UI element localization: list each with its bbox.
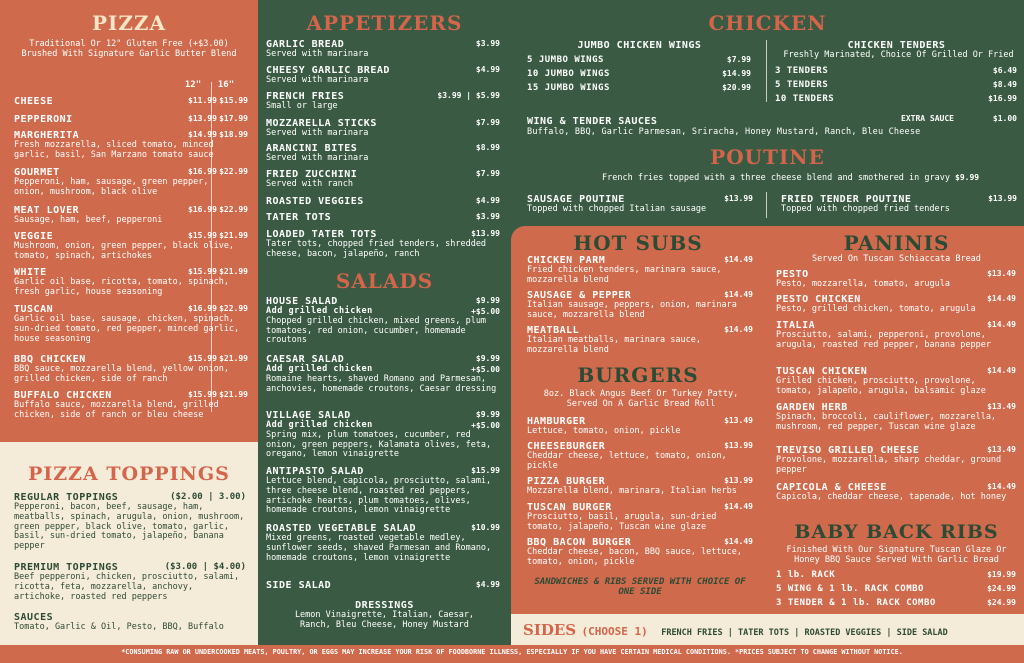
appetizer-desc: Served with marinara bbox=[266, 49, 369, 60]
poutine-item: FRIED TENDER POUTINE $13.99 Topped with chopped fried tenders bbox=[781, 194, 1017, 215]
pizza-item-prices bbox=[188, 354, 248, 363]
ribs-title: BABY BACK RIBS bbox=[794, 521, 999, 543]
sides-bar bbox=[511, 614, 1024, 645]
poutine-desc: French fries topped with a three cheese blend and smothered in gravy bbox=[602, 173, 950, 183]
burger-name: PIZZA BURGER bbox=[527, 476, 606, 487]
pizza-title: PIZZA bbox=[91, 11, 167, 35]
pizza-item bbox=[14, 205, 248, 226]
pizza-item-prices bbox=[188, 231, 248, 240]
appetizer-name: MOZZARELLA STICKS bbox=[266, 118, 377, 129]
sides-choose: (CHOOSE 1) bbox=[581, 625, 648, 638]
regular-toppings bbox=[14, 492, 246, 552]
salad-name: VILLAGE SALAD bbox=[266, 410, 351, 421]
pizza-item-prices bbox=[188, 390, 248, 399]
hotsub-desc: Fried chicken tenders, marinara sauce, mozzarella blend bbox=[527, 265, 722, 286]
tenders-title: CHICKEN TENDERS bbox=[847, 40, 946, 51]
burger-name: TUSCAN BURGER bbox=[527, 502, 612, 513]
appetizer-desc: Served with ranch bbox=[266, 179, 353, 190]
footer bbox=[0, 645, 1024, 663]
hotsubs-title: HOT SUBS bbox=[573, 231, 703, 255]
panini-desc: Grilled chicken, prosciutto, provolone, tomato, jalapeño, arugula, balsamic glaze bbox=[776, 376, 986, 397]
pizza-item-name: PEPPERONI bbox=[14, 114, 73, 125]
pizza-item-prices bbox=[188, 304, 248, 313]
rib-item bbox=[776, 598, 1016, 608]
salad-name: SIDE SALAD bbox=[266, 580, 332, 591]
hotsub-item bbox=[527, 325, 753, 356]
hotsub-name: MEATBALL bbox=[527, 325, 580, 336]
panini-item bbox=[776, 320, 1016, 351]
pizza-item-prices bbox=[188, 205, 248, 214]
pizza-item bbox=[14, 130, 248, 161]
pizza-item bbox=[14, 114, 248, 125]
price-16: $22.99 bbox=[219, 304, 248, 313]
panini-name: GARDEN HERB bbox=[776, 402, 848, 413]
wing-item bbox=[527, 69, 751, 79]
appetizer-item bbox=[266, 212, 500, 223]
pizza-item-desc: Mushroom, onion, green pepper, black olive, tomato, spinach, artichokes bbox=[14, 241, 235, 262]
price-12: $16.99 bbox=[188, 167, 217, 176]
appetizer-desc: Served with marinara bbox=[266, 75, 369, 86]
paninis-title: PANINIS bbox=[843, 231, 950, 255]
burger-desc: Cheddar cheese, lettuce, tomato, onion, pickle bbox=[527, 451, 727, 472]
price-12: $15.99 bbox=[188, 354, 217, 363]
tender-price: $6.49 bbox=[992, 66, 1017, 75]
toppings-panel bbox=[0, 442, 258, 645]
hotsub-item bbox=[527, 255, 753, 286]
hotsub-desc: Italian sausage, peppers, onion, marinara sauce, mozzarella blend bbox=[527, 300, 737, 321]
tender-name: 3 TENDERS bbox=[775, 66, 829, 76]
burger-price: $13.49 bbox=[724, 416, 753, 425]
appetizer-price: $3.99 bbox=[475, 39, 500, 48]
premium-toppings-name: PREMIUM TOPPINGS bbox=[14, 562, 119, 573]
price-16: $21.99 bbox=[219, 231, 248, 240]
panini-item bbox=[776, 445, 1016, 476]
salad-add-price: +$5.00 bbox=[471, 421, 500, 430]
appetizer-name: CHEESY GARLIC BREAD bbox=[266, 65, 390, 76]
pizza-item-desc: Buffalo sauce, mozzarella blend, grilled chicken, side of ranch or bleu cheese bbox=[14, 400, 219, 421]
panini-price: $14.49 bbox=[987, 294, 1016, 303]
rib-name: 3 TENDER & 1 lb. RACK COMBO bbox=[776, 598, 936, 608]
paninis-subtitle: Served On Tuscan Schiaccata Bread bbox=[812, 254, 981, 264]
burger-desc: Cheddar cheese, bacon, BBQ sauce, lettuce, tomato, onion, pickle bbox=[527, 547, 742, 568]
pizza-subtitle: Traditional Or 12" Gluten Free (+$3.00) Brushed With Signature Garlic Butter Blend bbox=[21, 39, 237, 59]
panini-price: $14.49 bbox=[987, 482, 1016, 491]
wing-price: $20.99 bbox=[722, 83, 751, 92]
panini-item bbox=[776, 482, 1016, 503]
footer-disclaimer: *CONSUMING RAW OR UNDERCOOKED MEATS, POULTRY, OR EGGS MAY INCREASE YOUR RISK OF FOODBORNE ILLNESS, ESPECIALLY IF YOU HAVE CERTAIN MEDICAL CONDITIONS. *PRICES SUBJECT TO CHANGE WITHOUT NOTICE. bbox=[121, 648, 903, 656]
price-12: $13.99 bbox=[188, 114, 217, 123]
panini-desc: Spinach, broccoli, cauliflower, mozzarella, mushroom, red pepper, Tuscan wine glaze bbox=[776, 412, 997, 433]
panini-item bbox=[776, 402, 1016, 433]
appetizer-desc: Served with marinara bbox=[266, 153, 369, 164]
premium-toppings-desc: Beef pepperoni, chicken, prosciutto, salami, ricotta, feta, mozzarella, anchovy, artichoke, roasted red peppers bbox=[14, 572, 240, 602]
pizza-item-name: MARGHERITA bbox=[14, 130, 80, 141]
pizza-item-desc: Pepperoni, ham, sausage, green pepper, onion, mushroom, black olive bbox=[14, 177, 209, 198]
panini-item bbox=[776, 294, 1016, 315]
premium-toppings-price: ($3.00 | $4.00) bbox=[164, 562, 246, 572]
pizza-item bbox=[14, 231, 248, 262]
tender-item bbox=[775, 66, 1017, 76]
burger-item bbox=[527, 502, 753, 533]
hotsub-name: SAUSAGE & PEPPER bbox=[527, 290, 632, 301]
salad-price: $10.99 bbox=[471, 523, 500, 532]
appetizer-item bbox=[266, 196, 500, 207]
salad-item bbox=[266, 296, 500, 346]
burgers-title: BURGERS bbox=[577, 363, 699, 387]
hotsub-desc: Italian meatballs, marinara sauce, mozzarella blend bbox=[527, 335, 701, 356]
dressings-title: DRESSINGS bbox=[355, 600, 414, 611]
salad-item bbox=[266, 466, 500, 516]
appetizer-price: $3.99 bbox=[475, 212, 500, 221]
salad-desc: Romaine hearts, shaved Romano and Parmesan, anchovies, homemade croutons, Caesar dressing bbox=[266, 374, 497, 394]
price-16: $21.99 bbox=[219, 390, 248, 399]
price-12: $11.99 bbox=[188, 96, 217, 105]
salad-add-price: +$5.00 bbox=[471, 365, 500, 374]
appetizer-desc: Tater tots, chopped fried tenders, shredded cheese, bacon, jalapeño, ranch bbox=[266, 239, 487, 260]
sauces bbox=[14, 612, 246, 633]
price-12: $15.99 bbox=[188, 390, 217, 399]
poutine-price: $9.99 bbox=[955, 173, 980, 182]
pizza-item-prices bbox=[188, 96, 248, 105]
price-12: $14.99 bbox=[188, 130, 217, 139]
price-12: $15.99 bbox=[188, 267, 217, 276]
salad-desc: Mixed greens, roasted vegetable medley, sunflower seeds, shaved Parmesan and Romano, homemade croutons, lemon vinaigrette bbox=[266, 533, 492, 563]
appetizer-name: FRIED ZUCCHINI bbox=[266, 169, 358, 180]
salad-item bbox=[266, 354, 500, 394]
pizza-item bbox=[14, 267, 248, 298]
tender-price: $16.99 bbox=[988, 94, 1017, 103]
salad-name: CAESAR SALAD bbox=[266, 354, 345, 365]
sides-list: FRENCH FRIES | TATER TOTS | ROASTED VEGGIES | SIDE SALAD bbox=[661, 628, 948, 638]
salad-add: Add grilled chicken bbox=[266, 420, 373, 431]
burger-price: $13.99 bbox=[724, 441, 753, 450]
appetizer-price: $13.99 bbox=[471, 229, 500, 238]
regular-toppings-name: REGULAR TOPPINGS bbox=[14, 492, 119, 503]
appetizer-item bbox=[266, 118, 500, 139]
pizza-item-desc: Sausage, ham, beef, pepperoni bbox=[14, 215, 163, 226]
salad-price: $9.99 bbox=[475, 410, 500, 419]
rib-price: $24.99 bbox=[987, 598, 1016, 607]
burger-price: $13.99 bbox=[724, 476, 753, 485]
price-16: $18.99 bbox=[219, 130, 248, 139]
pizza-item-name: BUFFALO CHICKEN bbox=[14, 390, 112, 401]
wings-title: JUMBO CHICKEN WINGS bbox=[577, 40, 702, 51]
rib-item bbox=[776, 584, 1016, 594]
burger-item bbox=[527, 476, 753, 497]
wing-item bbox=[527, 55, 751, 65]
tender-price: $8.49 bbox=[992, 80, 1017, 89]
appetizer-desc: Served with marinara bbox=[266, 128, 369, 139]
salad-price: $9.99 bbox=[475, 296, 500, 305]
burger-desc: Prosciutto, basil, arugula, sun-dried tomato, jalapeño, Tuscan wine glaze bbox=[527, 512, 717, 533]
panini-name: TUSCAN CHICKEN bbox=[776, 366, 868, 377]
panini-price: $13.49 bbox=[987, 445, 1016, 454]
panini-desc: Prosciutto, salami, pepperoni, provolone, arugula, roasted red pepper, banana pepper bbox=[776, 330, 991, 351]
rib-price: $19.99 bbox=[987, 570, 1016, 579]
price-16: $22.99 bbox=[219, 205, 248, 214]
pizza-item bbox=[14, 167, 248, 198]
panini-price: $14.49 bbox=[987, 320, 1016, 329]
sauces-name: SAUCES bbox=[14, 612, 54, 623]
sauces-desc: Tomato, Garlic & Oil, Pesto, BBQ, Buffalo bbox=[14, 622, 224, 633]
appetizer-item bbox=[266, 143, 500, 164]
hotsub-price: $14.49 bbox=[724, 325, 753, 334]
pizza-item-desc: Fresh mozzarella, sliced tomato, minced garlic, basil, San Marzano tomato sauce bbox=[14, 140, 214, 161]
wing-price: $7.99 bbox=[726, 55, 751, 64]
pizza-item-desc: BBQ sauce, mozzarella blend, yellow onion, grilled chicken, side of ranch bbox=[14, 364, 229, 385]
salad-item bbox=[266, 523, 500, 563]
dressings bbox=[258, 600, 511, 631]
pizza-item-name: WHITE bbox=[14, 267, 47, 278]
price-16: $15.99 bbox=[219, 96, 248, 105]
panini-name: PESTO CHICKEN bbox=[776, 294, 861, 305]
panini-desc: Provolone, mozzarella, sharp cheddar, ground pepper bbox=[776, 455, 1002, 476]
tender-item bbox=[775, 94, 1017, 104]
salad-price: $15.99 bbox=[471, 466, 500, 475]
salad-item bbox=[266, 410, 500, 460]
poutine-title: POUTINE bbox=[710, 145, 825, 169]
appetizer-price: $8.99 bbox=[475, 143, 500, 152]
salad-price: $4.99 bbox=[475, 580, 500, 589]
hotsub-name: CHICKEN PARM bbox=[527, 255, 606, 266]
pizza-item-name: BBQ CHICKEN bbox=[14, 354, 86, 365]
salad-name: ANTIPASTO SALAD bbox=[266, 466, 364, 477]
panini-name: PESTO bbox=[776, 269, 809, 280]
rib-item bbox=[776, 570, 1016, 580]
burger-desc: Lettuce, tomato, onion, pickle bbox=[527, 426, 681, 437]
hotsub-item bbox=[527, 290, 753, 321]
chicken-panel bbox=[511, 0, 1024, 226]
appetizer-name: ROASTED VEGGIES bbox=[266, 196, 364, 207]
pizza-item-desc: Garlic oil base, ricotta, tomato, spinach, fresh garlic, house seasoning bbox=[14, 277, 229, 298]
poutine-divider bbox=[766, 192, 767, 218]
size-header: 12" 16" bbox=[184, 80, 235, 90]
price-16: $21.99 bbox=[219, 354, 248, 363]
sides-note: SANDWICHES & RIBS SERVED WITH CHOICE OF ONE SIDE bbox=[534, 577, 746, 598]
tenders-subtitle: Freshly Marinated, Choice Of Grilled Or Fried bbox=[783, 50, 1014, 60]
burger-price: $14.49 bbox=[724, 537, 753, 546]
appetizer-name: LOADED TATER TOTS bbox=[266, 229, 377, 240]
wing-item bbox=[527, 83, 751, 93]
salads-title: SALADS bbox=[335, 269, 434, 293]
sauces-list: Buffalo, BBQ, Garlic Parmesan, Sriracha, Honey Mustard, Ranch, Bleu Cheese bbox=[527, 127, 921, 137]
burger-item bbox=[527, 416, 753, 437]
appetizer-name: TATER TOTS bbox=[266, 212, 332, 223]
price-12: $15.99 bbox=[188, 231, 217, 240]
pizza-item-name: TUSCAN bbox=[14, 304, 54, 315]
pizza-item-prices bbox=[188, 267, 248, 276]
burger-desc: Mozzarella blend, marinara, Italian herbs bbox=[527, 486, 737, 497]
poutine-item: SAUSAGE POUTINE $13.99 Topped with chopped Italian sausage bbox=[527, 194, 753, 215]
tender-item bbox=[775, 80, 1017, 90]
appetizer-item bbox=[266, 65, 500, 86]
tender-name: 5 TENDERS bbox=[775, 80, 829, 90]
appetizer-item bbox=[266, 169, 500, 190]
panini-item bbox=[776, 366, 1016, 397]
appetizer-price: $4.99 bbox=[475, 196, 500, 205]
wing-name: 5 JUMBO WINGS bbox=[527, 55, 604, 65]
toppings-title: PIZZA TOPPINGS bbox=[28, 463, 230, 485]
panini-desc: Pesto, grilled chicken, tomato, arugula bbox=[776, 304, 976, 315]
salad-name: HOUSE SALAD bbox=[266, 296, 338, 307]
rib-name: 1 lb. RACK bbox=[776, 570, 836, 580]
panini-name: CAPICOLA & CHEESE bbox=[776, 482, 887, 493]
pizza-item bbox=[14, 354, 248, 385]
pizza-item-name: GOURMET bbox=[14, 167, 60, 178]
price-12: $16.99 bbox=[188, 205, 217, 214]
price-16: $22.99 bbox=[219, 167, 248, 176]
salad-desc: Chopped grilled chicken, mixed greens, plum tomatoes, red onion, cucumber, homemade croutons bbox=[266, 316, 487, 346]
panini-price: $14.49 bbox=[987, 366, 1016, 375]
chicken-divider bbox=[766, 40, 767, 102]
regular-toppings-price: ($2.00 | 3.00) bbox=[170, 492, 246, 502]
salad-price: $9.99 bbox=[475, 354, 500, 363]
sauces-title: WING & TENDER SAUCES bbox=[527, 116, 658, 127]
panini-desc: Capicola, cheddar cheese, tapenade, hot honey bbox=[776, 492, 1007, 503]
appetizers-title: APPETIZERS bbox=[306, 11, 463, 35]
panini-desc: Pesto, mozzarella, tomato, arugula bbox=[776, 279, 950, 290]
pizza-item-prices bbox=[188, 130, 248, 139]
appetizer-item bbox=[266, 91, 500, 112]
appetizer-price: $7.99 bbox=[475, 118, 500, 127]
appetizer-item bbox=[266, 229, 500, 260]
pizza-item-prices bbox=[188, 114, 248, 123]
burgers-subtitle: 8oz. Black Angus Beef Or Turkey Patty, Served On A Garlic Bread Roll bbox=[543, 389, 739, 409]
hotsub-price: $14.49 bbox=[724, 255, 753, 264]
rib-price: $24.99 bbox=[987, 584, 1016, 593]
appetizer-price: $7.99 bbox=[475, 169, 500, 178]
pizza-item-name: CHEESE bbox=[14, 96, 54, 107]
salad-desc: Lettuce blend, capicola, prosciutto, salami, three cheese blend, roasted red peppers, artichoke hearts, plum tomatoes, olives, homemade croutons, lemon vinaigrette bbox=[266, 476, 492, 516]
appetizer-price: $3.99 | $5.99 bbox=[437, 91, 500, 100]
pizza-item-name: VEGGIE bbox=[14, 231, 54, 242]
price-12: $16.99 bbox=[188, 304, 217, 313]
appetizer-desc: Small or large bbox=[266, 101, 338, 112]
burger-price: $14.49 bbox=[724, 502, 753, 511]
panini-price: $13.49 bbox=[987, 402, 1016, 411]
pizza-item bbox=[14, 390, 248, 421]
salad-item bbox=[266, 580, 500, 591]
appetizer-item bbox=[266, 39, 500, 60]
burger-item bbox=[527, 441, 753, 472]
burger-name: BBQ BACON BURGER bbox=[527, 537, 632, 548]
wing-price: $14.99 bbox=[722, 69, 751, 78]
appetizer-name: GARLIC BREAD bbox=[266, 39, 345, 50]
pizza-item bbox=[14, 304, 248, 344]
rib-name: 5 WING & 1 lb. RACK COMBO bbox=[776, 584, 924, 594]
sides-title: SIDES bbox=[523, 621, 577, 639]
premium-toppings bbox=[14, 562, 246, 602]
panini-item bbox=[776, 269, 1016, 290]
subs-panel bbox=[511, 226, 1024, 645]
salad-add: Add grilled chicken bbox=[266, 306, 373, 317]
pizza-item-name: MEAT LOVER bbox=[14, 205, 80, 216]
pizza-item bbox=[14, 96, 248, 107]
panini-name: ITALIA bbox=[776, 320, 816, 331]
appetizer-price: $4.99 bbox=[475, 65, 500, 74]
ribs-subtitle: Finished With Our Signature Tuscan Glaze Or Honey BBQ Sauce Served With Garlic Bread bbox=[786, 545, 1007, 565]
panini-price: $13.49 bbox=[987, 269, 1016, 278]
wing-name: 10 JUMBO WINGS bbox=[527, 69, 610, 79]
hotsub-price: $14.49 bbox=[724, 290, 753, 299]
pizza-item-prices bbox=[188, 167, 248, 176]
wing-name: 15 JUMBO WINGS bbox=[527, 83, 610, 93]
middle-panel bbox=[258, 0, 511, 645]
chicken-title: CHICKEN bbox=[708, 11, 827, 35]
regular-toppings-desc: Pepperoni, bacon, beef, sausage, ham, meatballs, spinach, arugula, onion, mushroom, green pepper, black olive, tomato, garlic, basil, sun-dried tomato, jalapeño, banana pepper bbox=[14, 502, 245, 552]
salad-desc: Spring mix, plum tomatoes, cucumber, red onion, green peppers, Kalamata olives, feta, oregano, lemon vinaigrette bbox=[266, 430, 492, 460]
price-16: $17.99 bbox=[219, 114, 248, 123]
extra-sauce: EXTRA SAUCE $1.00 bbox=[901, 114, 1017, 123]
salad-add-price: +$5.00 bbox=[471, 307, 500, 316]
burger-item bbox=[527, 537, 753, 568]
appetizer-name: FRENCH FRIES bbox=[266, 91, 345, 102]
appetizer-name: ARANCINI BITES bbox=[266, 143, 358, 154]
burger-name: CHEESEBURGER bbox=[527, 441, 606, 452]
pizza-item-desc: Garlic oil base, sausage, chicken, spinach, sun-dried tomato, red pepper, minced garlic, house seasoning bbox=[14, 314, 240, 344]
panini-name: TREVISO GRILLED CHEESE bbox=[776, 445, 920, 456]
salad-add: Add grilled chicken bbox=[266, 364, 373, 375]
sides-line bbox=[523, 622, 948, 639]
burger-name: HAMBURGER bbox=[527, 416, 586, 427]
dressings-list: Lemon Vinaigrette, Italian, Caesar, Ranch, Bleu Cheese, Honey Mustard bbox=[294, 610, 475, 631]
tender-name: 10 TENDERS bbox=[775, 94, 835, 104]
price-16: $21.99 bbox=[219, 267, 248, 276]
salad-name: ROASTED VEGETABLE SALAD bbox=[266, 523, 416, 534]
